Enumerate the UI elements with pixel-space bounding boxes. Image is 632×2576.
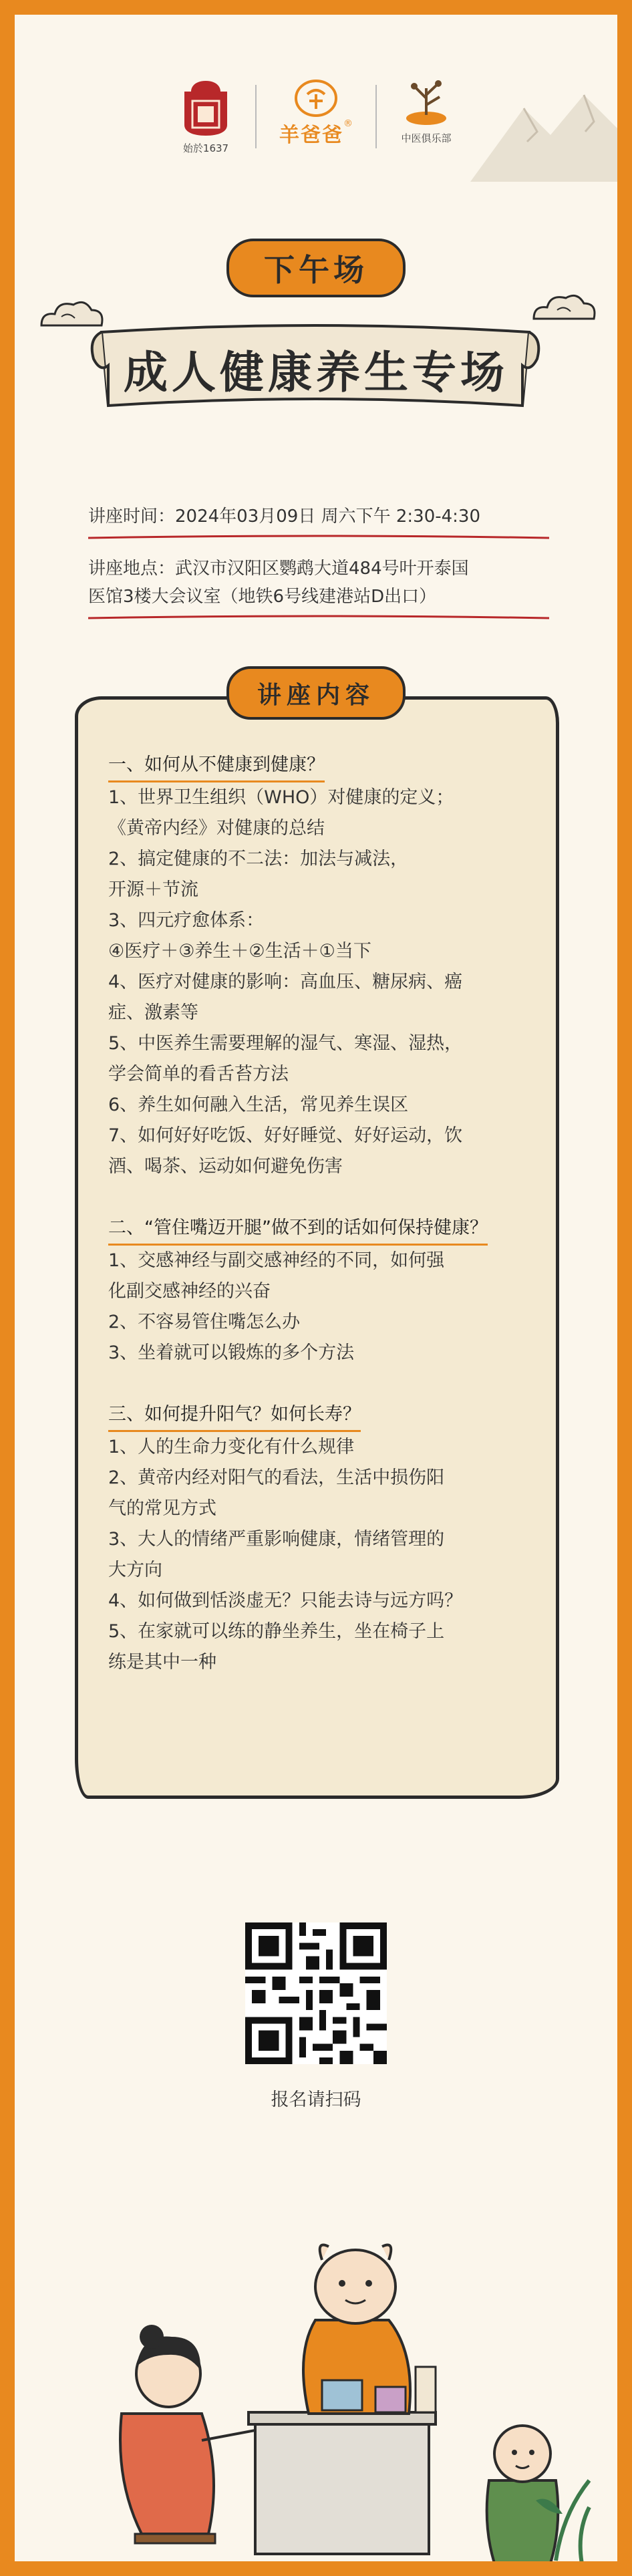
list-item: 3、大人的情绪严重影响健康，情绪管理的 [108,1529,445,1550]
poster [15,15,617,2561]
qr-code[interactable] [245,1922,387,2064]
list-item: 《黄帝内经》对健康的总结 [108,818,325,839]
logo-row [15,78,617,155]
herb-icon [400,78,453,128]
list-item: 2、不容易管住嘴怎么办 [108,1312,301,1332]
list-item: 6、养生如何融入生活，常见养生误区 [108,1095,409,1115]
list-item: 开源＋节流 [108,879,198,900]
list-item: 酒、喝茶、运动如何避免伤害 [108,1156,343,1177]
list-item: 学会简单的看舌苔方法 [108,1064,289,1085]
session-badge: 下午场 [226,239,406,297]
tcm-club-caption: 中医俱乐部 [401,132,452,144]
seal-icon [179,78,232,138]
qr-caption: 报名请扫码 [271,2090,361,2110]
underline-swash [88,533,549,542]
list-item: 7、如何好好吃饭、好好睡觉、好好运动，饮 [108,1125,463,1146]
list-item: 2、黄帝内经对阳气的看法，生活中损伤阳 [108,1467,445,1488]
lecture-place [88,555,556,611]
list-item: 3、坐着就可以锻炼的多个方法 [108,1342,355,1363]
lecture-time: 讲座时间：2024年03月09日 周六下午 2:30-4:30 [88,507,481,527]
lecture-place-line1: 讲座地点：武汉市汉阳区鹦鹉大道484号叶开泰国 [88,559,469,579]
list-item: 4、医疗对健康的影响：高血压、糖尿病、癌 [108,972,463,992]
list-item: 4、如何做到恬淡虚无？只能去诗与远方吗？ [108,1590,463,1611]
content-section [108,1213,526,1369]
page-title: 成人健康养生专场 [124,347,508,398]
list-item: 2、搞定健康的不二法：加法与减法， [108,849,409,869]
logo-divider [255,85,257,148]
list-item: 5、在家就可以练的静坐养生，坐在椅子上 [108,1621,445,1642]
registered-mark: ® [343,118,353,129]
content-section [108,750,526,1182]
lecture-place-line2: 医馆3楼大会议室（地铁6号线建港站D出口） [88,587,437,607]
section-title: 二、“管住嘴迈开腿”做不到的话如何保持健康？ [108,1213,488,1246]
content-paper [75,696,559,1799]
sheep-badge-icon [293,78,339,118]
list-item: 1、人的生命力变化有什么规律 [108,1437,355,1457]
logo-divider [375,85,377,148]
yekaitai-logo [179,78,232,155]
section-badge: 讲座内容 [226,666,406,720]
doctor-consultation-illustration [95,2200,603,2561]
list-item: 化副交感神经的兴奋 [108,1281,271,1302]
list-item: 练是其中一种 [108,1652,216,1673]
list-item: 1、世界卫生组织（WHO）对健康的定义； [108,787,454,808]
yangbaba-brand: 羊爸爸 [279,124,343,147]
list-item: 气的常见方式 [108,1498,216,1519]
yangbaba-logo [279,78,353,148]
section-title: 一、如何从不健康到健康？ [108,750,325,782]
list-item: ④医疗＋③养生＋②生活＋①当下 [108,941,371,962]
content-section [108,1399,526,1678]
underline-swash [88,613,549,622]
list-item: 症、激素等 [108,1002,198,1023]
tcm-club-logo [400,78,453,145]
list-item: 1、交感神经与副交感神经的不同，如何强 [108,1250,445,1271]
list-item: 大方向 [108,1560,162,1580]
list-item: 5、中医养生需要理解的湿气、寒湿、湿热， [108,1033,463,1054]
section-title: 三、如何提升阳气？如何长寿？ [108,1399,361,1432]
yekaitai-caption: 始於1637 [182,142,229,154]
list-item: 3、四元疗愈体系： [108,910,265,931]
